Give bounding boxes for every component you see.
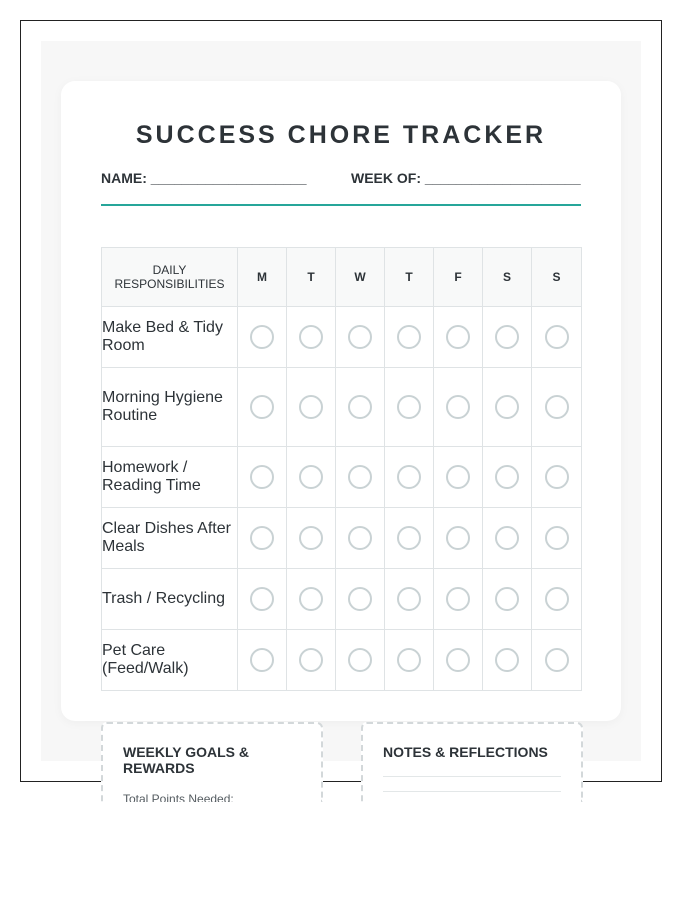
- checkbox-circle[interactable]: [495, 526, 519, 550]
- notes-box: [361, 722, 583, 802]
- table-header-row: [102, 248, 582, 307]
- tracker-card: [61, 81, 621, 721]
- chore-label: Clear Dishes After Meals: [102, 508, 238, 569]
- day-header-sat: S: [483, 248, 532, 307]
- checkbox-circle[interactable]: [397, 395, 421, 419]
- chore-label: Homework / Reading Time: [102, 447, 238, 508]
- responsibilities-header-line2: RESPONSIBILITIES: [114, 277, 225, 291]
- check-cell-wed: [336, 630, 385, 691]
- chore-label: Make Bed & Tidy Room: [102, 307, 238, 368]
- checkbox-circle[interactable]: [495, 648, 519, 672]
- table-row: [102, 508, 582, 569]
- checkbox-circle[interactable]: [348, 325, 372, 349]
- checkbox-circle[interactable]: [299, 526, 323, 550]
- chore-label: Morning Hygiene Routine: [102, 368, 238, 447]
- check-cell-fri: [434, 368, 483, 447]
- check-cell-sat: [483, 307, 532, 368]
- check-cell-sun: [532, 307, 582, 368]
- table-row: [102, 569, 582, 630]
- checkbox-circle[interactable]: [446, 587, 470, 611]
- check-cell-thu: [385, 508, 434, 569]
- checkbox-circle[interactable]: [250, 465, 274, 489]
- check-cell-wed: [336, 368, 385, 447]
- checkbox-circle[interactable]: [545, 587, 569, 611]
- total-points-label: Total Points Needed:: [123, 792, 234, 802]
- checkbox-circle[interactable]: [495, 587, 519, 611]
- check-cell-wed: [336, 447, 385, 508]
- day-header-tue: T: [287, 248, 336, 307]
- checkbox-circle[interactable]: [348, 648, 372, 672]
- check-cell-fri: [434, 508, 483, 569]
- table-row: [102, 630, 582, 691]
- check-cell-fri: [434, 447, 483, 508]
- check-cell-wed: [336, 508, 385, 569]
- checkbox-circle[interactable]: [545, 465, 569, 489]
- check-cell-fri: [434, 569, 483, 630]
- checkbox-circle[interactable]: [446, 465, 470, 489]
- checkbox-circle[interactable]: [446, 325, 470, 349]
- checkbox-circle[interactable]: [545, 395, 569, 419]
- check-cell-sat: [483, 447, 532, 508]
- week-of-field[interactable]: WEEK OF: ____________________: [351, 170, 581, 186]
- name-field[interactable]: NAME: ____________________: [101, 170, 307, 186]
- check-cell-tue: [287, 447, 336, 508]
- check-cell-mon: [238, 307, 287, 368]
- chore-label: Trash / Recycling: [102, 569, 238, 630]
- check-cell-tue: [287, 307, 336, 368]
- day-header-mon: M: [238, 248, 287, 307]
- responsibilities-header: [102, 248, 238, 307]
- checkbox-circle[interactable]: [446, 526, 470, 550]
- check-cell-sun: [532, 569, 582, 630]
- check-cell-fri: [434, 307, 483, 368]
- check-cell-fri: [434, 630, 483, 691]
- checkbox-circle[interactable]: [495, 325, 519, 349]
- page-title: SUCCESS CHORE TRACKER: [135, 121, 547, 149]
- day-header-fri: F: [434, 248, 483, 307]
- check-cell-thu: [385, 447, 434, 508]
- check-cell-tue: [287, 569, 336, 630]
- notes-title: NOTES & REFLECTIONS: [383, 744, 548, 760]
- header-divider: [101, 204, 581, 206]
- checkbox-circle[interactable]: [299, 465, 323, 489]
- table-row: [102, 447, 582, 508]
- checkbox-circle[interactable]: [250, 587, 274, 611]
- weekly-goals-box: [101, 722, 323, 802]
- note-line[interactable]: [383, 791, 561, 792]
- check-cell-sun: [532, 630, 582, 691]
- checkbox-circle[interactable]: [348, 395, 372, 419]
- checkbox-circle[interactable]: [299, 648, 323, 672]
- table-row: [102, 368, 582, 447]
- checkbox-circle[interactable]: [397, 526, 421, 550]
- day-header-wed: W: [336, 248, 385, 307]
- checkbox-circle[interactable]: [250, 395, 274, 419]
- check-cell-tue: [287, 508, 336, 569]
- checkbox-circle[interactable]: [348, 526, 372, 550]
- check-cell-sat: [483, 569, 532, 630]
- check-cell-mon: [238, 447, 287, 508]
- checkbox-circle[interactable]: [495, 465, 519, 489]
- checkbox-circle[interactable]: [299, 395, 323, 419]
- weekly-goals-title: WEEKLY GOALS & REWARDS: [123, 744, 250, 776]
- check-cell-sun: [532, 508, 582, 569]
- check-cell-wed: [336, 569, 385, 630]
- check-cell-tue: [287, 630, 336, 691]
- header-fields: [101, 170, 581, 190]
- checkbox-circle[interactable]: [397, 465, 421, 489]
- check-cell-thu: [385, 569, 434, 630]
- checkbox-circle[interactable]: [250, 648, 274, 672]
- checkbox-circle[interactable]: [250, 526, 274, 550]
- check-cell-sat: [483, 630, 532, 691]
- table-row: [102, 307, 582, 368]
- check-cell-thu: [385, 307, 434, 368]
- checkbox-circle[interactable]: [397, 648, 421, 672]
- check-cell-sun: [532, 447, 582, 508]
- check-cell-mon: [238, 368, 287, 447]
- check-cell-mon: [238, 508, 287, 569]
- check-cell-thu: [385, 368, 434, 447]
- checkbox-circle[interactable]: [545, 526, 569, 550]
- checkbox-circle[interactable]: [545, 648, 569, 672]
- checkbox-circle[interactable]: [545, 325, 569, 349]
- checkbox-circle[interactable]: [446, 648, 470, 672]
- checkbox-circle[interactable]: [397, 587, 421, 611]
- check-cell-sun: [532, 368, 582, 447]
- checkbox-circle[interactable]: [299, 587, 323, 611]
- checkbox-circle[interactable]: [250, 325, 274, 349]
- check-cell-thu: [385, 630, 434, 691]
- checkbox-circle[interactable]: [397, 325, 421, 349]
- checkbox-circle[interactable]: [495, 395, 519, 419]
- day-header-sun: S: [532, 248, 582, 307]
- responsibilities-header-line1: DAILY: [152, 263, 187, 277]
- check-cell-sat: [483, 508, 532, 569]
- chore-label: Pet Care (Feed/Walk): [102, 630, 238, 691]
- check-cell-wed: [336, 307, 385, 368]
- chore-table: [101, 247, 582, 691]
- check-cell-mon: [238, 630, 287, 691]
- check-cell-sat: [483, 368, 532, 447]
- checkbox-circle[interactable]: [446, 395, 470, 419]
- note-line[interactable]: [383, 776, 561, 777]
- day-header-thu: T: [385, 248, 434, 307]
- checkbox-circle[interactable]: [299, 325, 323, 349]
- checkbox-circle[interactable]: [348, 587, 372, 611]
- checkbox-circle[interactable]: [348, 465, 372, 489]
- check-cell-mon: [238, 569, 287, 630]
- check-cell-tue: [287, 368, 336, 447]
